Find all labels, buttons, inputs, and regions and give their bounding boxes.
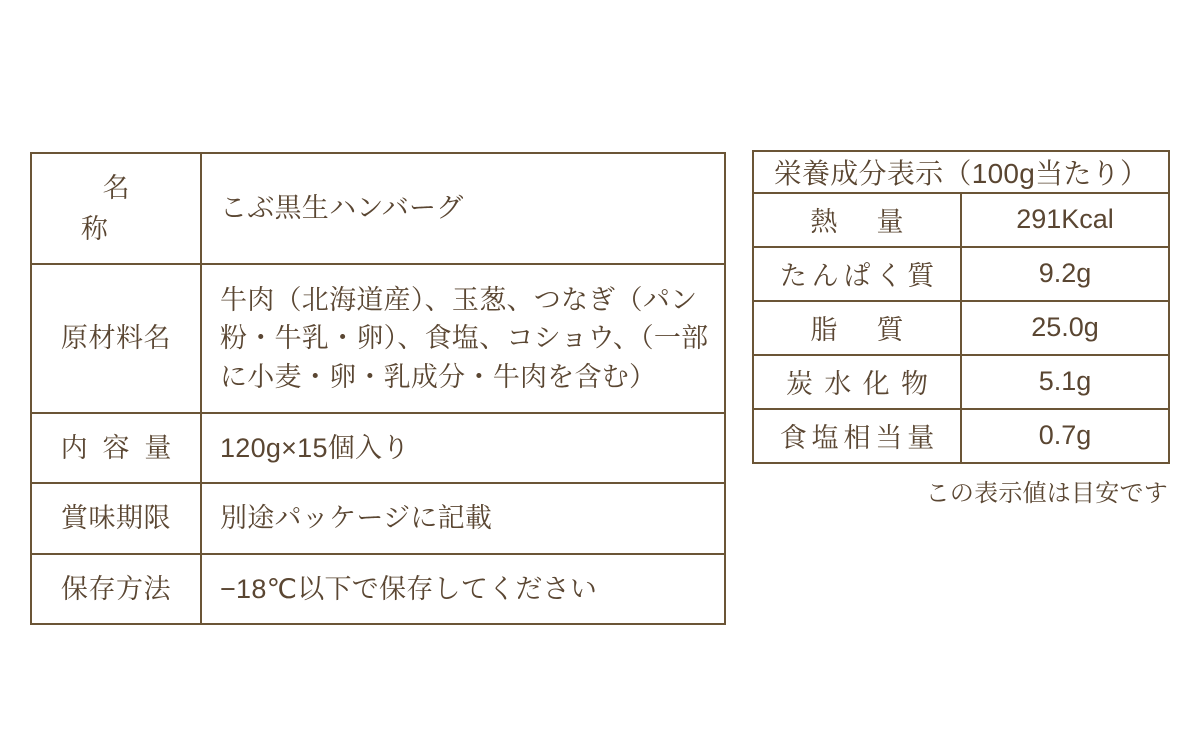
nutrition-label-salt-text: 食塩相当量 (779, 423, 940, 453)
row-value-ingredients: 牛肉（北海道産）、玉葱、つなぎ（パン粉・牛乳・卵）、食塩、コショウ、（一部に小麦・卵・乳成分・牛肉を含む） (201, 264, 725, 413)
nutrition-label-salt (753, 409, 961, 463)
nutrition-value-carbohydrate: 5.1g (961, 355, 1169, 409)
nutrition-section (752, 150, 1170, 508)
row-label-quantity-text: 内容量 (60, 432, 187, 463)
table-row (31, 554, 725, 625)
nutrition-label-energy (753, 193, 961, 247)
nutrition-value-fat: 25.0g (961, 301, 1169, 355)
row-label-name-text: 名称 (80, 173, 173, 244)
table-row (753, 247, 1169, 301)
table-row (31, 483, 725, 554)
table-row (753, 193, 1169, 247)
nutrition-note: この表示値は目安です (925, 480, 1168, 507)
nutrition-label-carbohydrate-text: 炭水化物 (785, 369, 940, 399)
nutrition-value-protein: 9.2g (961, 247, 1169, 301)
nutrition-label-carbohydrate (753, 355, 961, 409)
row-value-storage: −18℃以下で保存してください (201, 554, 725, 625)
nutrition-title: 栄養成分表示（100g当たり） (753, 151, 1169, 193)
table-row (31, 413, 725, 484)
row-label-ingredients: 原材料名 (31, 264, 201, 413)
row-value-name: こぶ黒生ハンバーグ (201, 153, 725, 264)
table-row (31, 264, 725, 413)
row-value-best-before: 別途パッケージに記載 (201, 483, 725, 554)
table-row (753, 301, 1169, 355)
nutrition-value-energy: 291Kcal (961, 193, 1169, 247)
nutrition-table (752, 150, 1170, 464)
nutrition-label-protein-text: たんぱく質 (779, 261, 940, 291)
table-row (753, 355, 1169, 409)
nutrition-label-protein (753, 247, 961, 301)
nutrition-label-energy-text: 熱量 (810, 207, 943, 237)
row-label-storage: 保存方法 (31, 554, 201, 625)
nutrition-title-row (753, 151, 1169, 193)
nutrition-label-fat-text: 脂質 (810, 315, 943, 345)
table-row (753, 409, 1169, 463)
product-info-table (30, 152, 726, 625)
nutrition-value-salt: 0.7g (961, 409, 1169, 463)
nutrition-label-fat (753, 301, 961, 355)
row-value-quantity: 120g×15個入り (201, 413, 725, 484)
row-label-quantity (31, 413, 201, 484)
row-label-name (31, 153, 201, 264)
table-row (31, 153, 725, 264)
row-label-best-before: 賞味期限 (31, 483, 201, 554)
